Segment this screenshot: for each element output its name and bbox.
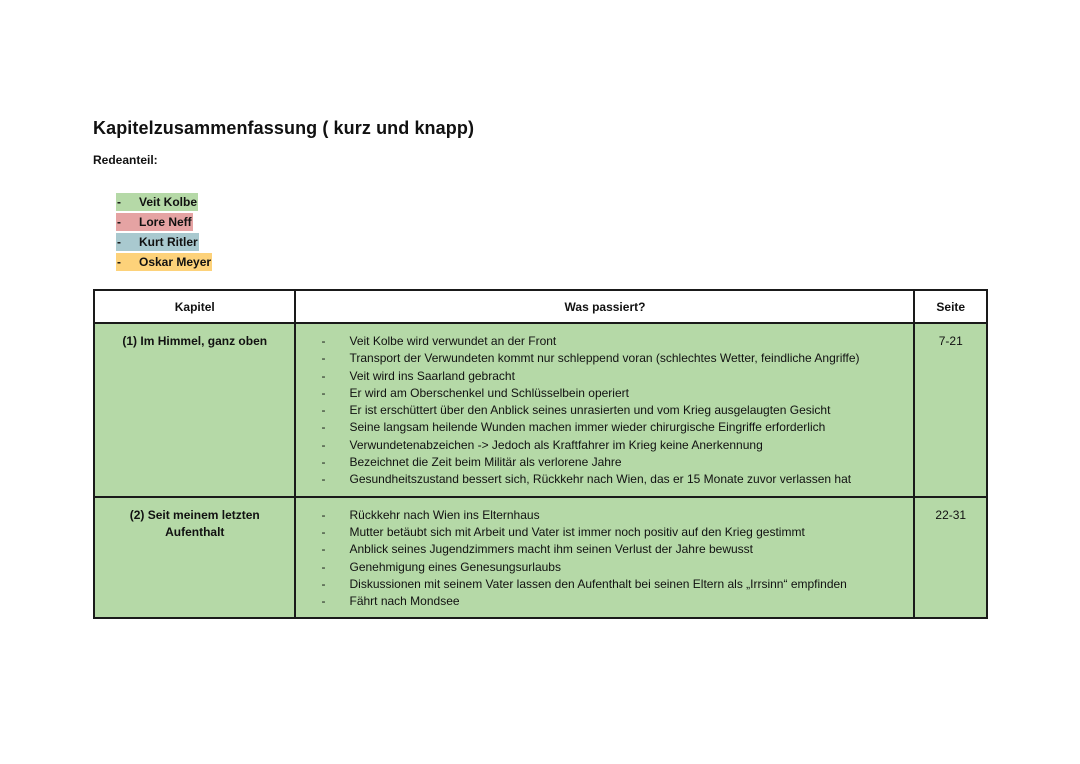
chapter-summary-table bbox=[93, 289, 988, 619]
header-chapter: Kapitel bbox=[94, 290, 295, 323]
event-text: Verwundetenabzeichen -> Jedoch als Kraftfahrer im Krieg keine Anerkennung bbox=[349, 437, 763, 452]
list-item bbox=[321, 454, 912, 471]
event-text: Veit Kolbe wird verwundet an der Front bbox=[349, 334, 557, 348]
event-bullet: - bbox=[321, 403, 326, 418]
event-bullet: - bbox=[321, 542, 326, 557]
list-item bbox=[321, 471, 912, 488]
list-item bbox=[321, 524, 912, 541]
event-bullet: - bbox=[321, 594, 326, 609]
speaker-item bbox=[116, 212, 212, 231]
event-bullet: - bbox=[321, 507, 326, 522]
event-bullet: - bbox=[321, 368, 326, 383]
event-text: Anblick seines Jugendzimmers macht ihm seinen Verlust der Jahre bewusst bbox=[349, 542, 754, 557]
event-text: Fährt nach Mondsee bbox=[349, 594, 460, 609]
event-text: Transport der Verwundeten kommt nur schleppend voran (schlechtes Wetter, feindliche Angriffe) bbox=[349, 351, 860, 366]
list-item bbox=[321, 541, 912, 558]
event-bullet: - bbox=[321, 472, 326, 487]
events-cell bbox=[295, 323, 914, 497]
speaker-name: Kurt Ritler bbox=[125, 233, 199, 251]
list-item bbox=[321, 593, 912, 610]
speaker-bullet: - bbox=[116, 193, 125, 211]
event-list bbox=[297, 499, 912, 617]
speaker-item bbox=[116, 232, 212, 251]
chapter-cell: (2) Seit meinem letzten Aufenthalt bbox=[94, 497, 295, 619]
event-bullet: - bbox=[321, 334, 326, 348]
page-cell: 7-21 bbox=[914, 323, 987, 497]
speaker-bullet: - bbox=[116, 233, 125, 251]
speaker-name: Oskar Meyer bbox=[125, 253, 212, 271]
speaker-name: Lore Neff bbox=[125, 213, 193, 231]
list-item bbox=[321, 402, 912, 419]
event-text: Mutter betäubt sich mit Arbeit und Vater ist immer noch positiv auf den Krieg gestimmt bbox=[349, 524, 805, 539]
header-page: Seite bbox=[914, 290, 987, 323]
list-item bbox=[321, 333, 912, 350]
list-item bbox=[321, 559, 912, 576]
event-bullet: - bbox=[321, 351, 326, 366]
event-text: Diskussionen mit seinem Vater lassen den Aufenthalt bei seinen Eltern als „Irrsinn“ empfinden bbox=[349, 576, 847, 591]
list-item bbox=[321, 576, 912, 593]
table-body bbox=[94, 323, 987, 618]
list-item bbox=[321, 368, 912, 385]
event-text: Veit wird ins Saarland gebracht bbox=[349, 368, 515, 383]
event-bullet: - bbox=[321, 385, 326, 400]
event-text: Rückkehr nach Wien ins Elternhaus bbox=[349, 507, 540, 522]
list-item bbox=[321, 419, 912, 436]
event-text: Genehmigung eines Genesungsurlaubs bbox=[349, 559, 561, 574]
speaker-item bbox=[116, 252, 212, 271]
speaker-bullet: - bbox=[116, 213, 125, 231]
event-bullet: - bbox=[321, 559, 326, 574]
speaker-section-heading: Redeanteil: bbox=[93, 153, 158, 167]
table-header-row bbox=[94, 290, 987, 323]
table-row bbox=[94, 323, 987, 497]
event-bullet: - bbox=[321, 455, 326, 470]
event-text: Gesundheitszustand bessert sich, Rückkehr nach Wien, das er 15 Monate zuvor verlassen hat bbox=[349, 472, 852, 487]
header-events: Was passiert? bbox=[295, 290, 914, 323]
table-row bbox=[94, 497, 987, 619]
event-text: Bezeichnet die Zeit beim Militär als verlorene Jahre bbox=[349, 455, 622, 470]
list-item bbox=[321, 385, 912, 402]
list-item bbox=[321, 350, 912, 367]
event-text: Seine langsam heilende Wunden machen immer wieder chirurgische Eingriffe erforderlich bbox=[349, 420, 826, 435]
event-bullet: - bbox=[321, 524, 326, 539]
event-bullet: - bbox=[321, 437, 326, 452]
document-title: Kapitelzusammenfassung ( kurz und knapp) bbox=[93, 118, 475, 138]
event-list bbox=[297, 325, 912, 495]
speaker-item bbox=[116, 192, 212, 211]
page-cell: 22-31 bbox=[914, 497, 987, 619]
events-cell bbox=[295, 497, 914, 619]
speaker-name: Veit Kolbe bbox=[125, 193, 198, 211]
chapter-cell: (1) Im Himmel, ganz oben bbox=[94, 323, 295, 497]
speaker-bullet: - bbox=[116, 253, 125, 271]
event-bullet: - bbox=[321, 576, 326, 591]
event-text: Er ist erschüttert über den Anblick seines unrasierten und vom Krieg ausgelaugten Gesicht bbox=[349, 403, 831, 418]
event-text: Er wird am Oberschenkel und Schlüsselbein operiert bbox=[349, 385, 629, 400]
list-item bbox=[321, 507, 912, 524]
list-item bbox=[321, 437, 912, 454]
event-bullet: - bbox=[321, 420, 326, 435]
speaker-legend bbox=[116, 192, 212, 272]
